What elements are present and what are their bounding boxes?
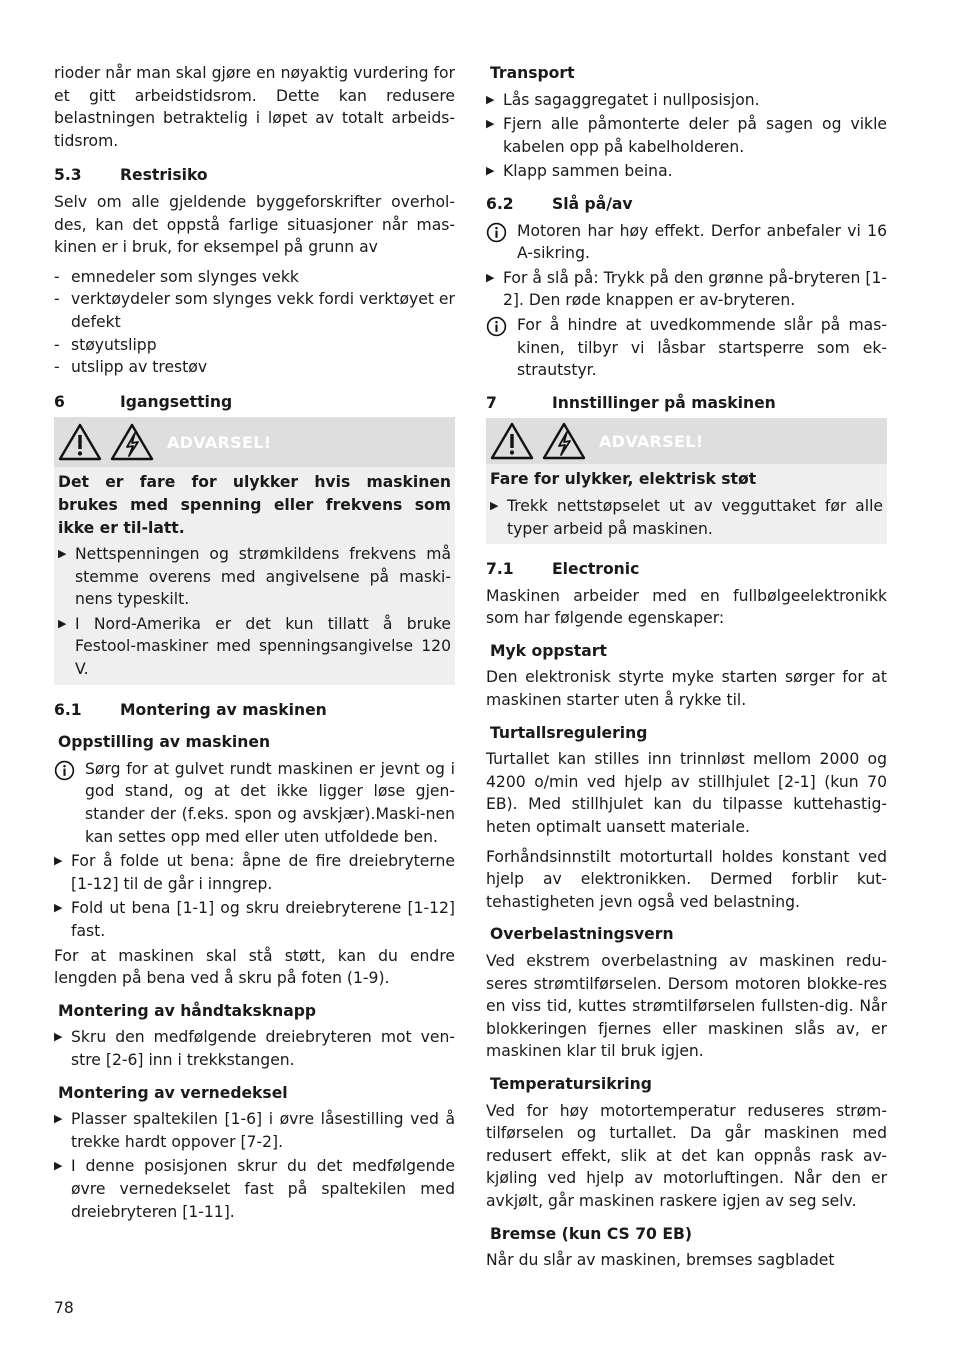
list-item: - støyutslipp [54,334,455,357]
instruction-step: ▶ For å folde ut bena: åpne de fire dreiebryterne [1-12] til de går i inngrep. [54,850,455,895]
warning-header [54,417,455,467]
subheading-oppstilling: Oppstilling av maskinen [58,733,271,752]
electric-hazard-icon [542,421,586,461]
instruction-step: ▶ Lås sagaggregatet i nullposisjon. [486,89,887,112]
arrow-right-icon: ▶ [58,616,67,630]
info-icon [54,758,85,848]
paragraph: Turtallet kan stilles inn trinnløst mellom 2000 og 4200 o/min ved hjelp av stillhjulet [2-1] (kun 70 EB). Med stillhjulet kan du tilpasse kuttehastig-heten optimalt uansett materiale. [486,750,887,837]
instruction-step: ▶ Plasser spaltekilen [1-6] i øvre låsestilling ved å trekke hardt oppover [7-2]. [54,1108,455,1153]
subheading-turtallsregulering: Turtallsregulering [490,723,648,742]
info-note: Motoren har høy effekt. Derfor anbefaler vi 16 A-sikring. [486,220,887,265]
warning-lead: Fare for ulykker, elektrisk støt [490,470,757,489]
info-icon [486,220,517,265]
instruction-step: ▶ Fold ut bena [1-1] og skru dreiebryterene [1-12] fast. [54,897,455,942]
section-heading-7: 7 Innstillinger på maskinen [486,393,776,412]
info-note: For å hindre at uvedkommende slår på mas-kinen, tilbyr vi låsbar startsperre som ek-strautstyr. [486,314,887,382]
subheading-vernedeksel: Montering av vernedeksel [58,1083,288,1102]
warning-label: ADVARSEL! [167,432,272,452]
paragraph: Den elektronisk styrte myke starten sørger for at maskinen starter uten å rykke til. [486,668,887,710]
info-icon [486,314,517,382]
warning-body [54,467,455,684]
arrow-right-icon: ▶ [54,1030,63,1044]
arrow-right-icon: ▶ [486,92,495,106]
warning-label: ADVARSEL! [599,431,704,451]
instruction-step: ▶ Fjern alle påmonterte deler på sagen og vikle kabelen opp på kabelholderen. [486,113,887,158]
instruction-step: ▶ I denne posisjonen skrur du det medfølgende øvre vernedekselet fast på spaltekilen med dreiebryteren [1-11]. [54,1155,455,1223]
warning-lead: Det er fare for ulykker hvis maskinen brukes med spenning eller frekvens som ikke er til-latt. [58,473,451,537]
instruction-step: ▶ Skru den medfølgende dreiebryteren mot ven-stre [2-6] inn i trekkstangen. [54,1026,455,1071]
instruction-step: ▶ Klapp sammen beina. [486,160,887,183]
section-heading-5-3: 5.3 Restrisiko [54,166,208,185]
paragraph: Ved ekstrem overbelastning av maskinen redu-seres strømtilførselen. Dersom motoren blokke-res en viss tid, kuttes strømtilførselen fullsten-dig. Når blokkeringen fjernes eller maskinen slås av, er maskinen klar til bruk igjen. [486,952,887,1061]
subheading-myk-oppstart: Myk oppstart [490,641,607,660]
paragraph: Når du slår av maskinen, bremses sagbladet [486,1251,835,1270]
instruction-step: ▶ I Nord-Amerika er det kun tillatt å bruke Festool-maskiner med spenningsangivelse 120 V. [58,613,451,681]
subheading-overbelastningsvern: Overbelastningsvern [490,925,674,944]
section-heading-6: 6 Igangsetting [54,392,233,411]
subheading-temperatursikring: Temperatursikring [490,1074,652,1093]
arrow-right-icon: ▶ [490,498,499,512]
instruction-step: ▶ For å slå på: Trykk på den grønne på-bryteren [1-2]. Den røde knappen er av-bryteren. [486,267,887,312]
restrisiko-text: Selv om alle gjeldende byggeforskrifter overhol-des, kan det oppstå farlige situasjoner når mas-kinen er i bruk, for eksempel på grunn av [54,192,455,257]
warning-box [486,418,887,544]
paragraph: Ved for høy motortemperatur reduseres strøm-tilførselen og turtallet. Da går maskinen med redusert effekt, slik at det kan oppnås rask av-kjøling ved hjelp av motorluftingen. Når den er avkjølt, går maskinen raskere igjen av seg selv. [486,1101,887,1210]
left-column [54,62,455,1225]
paragraph: Maskinen arbeider med en fullbølgeelektronikk som har følgende egenskaper: [486,586,887,628]
arrow-right-icon: ▶ [54,854,63,868]
restrisiko-list [54,266,455,379]
arrow-right-icon: ▶ [54,901,63,915]
electric-hazard-icon [110,422,154,462]
warning-triangle-icon [490,421,534,461]
list-item: - verktøydeler som slynges vekk fordi verktøyet er defekt [54,288,455,333]
page-number: 78 [54,1299,74,1317]
list-item: - emnedeler som slynges vekk [54,266,455,289]
info-note: Sørg for at gulvet rundt maskinen er jevnt og i god stand, og at det ikke ligger løse gjen-stander der (f.eks. spon og avskjær).Maski-nen kan settes opp med eller uten utfoldede ben. [54,758,455,848]
instruction-step: ▶ Trekk nettstøpselet ut av vegguttaket før alle typer arbeid på maskinen. [490,495,883,540]
section-heading-7-1: 7.1 Electronic [486,560,640,579]
section-heading-6-1: 6.1 Montering av maskinen [54,700,327,719]
warning-triangle-icon [58,422,102,462]
instruction-step: ▶ Nettspenningen og strømkildens frekvens må stemme overens med angivelsene på maski-nens typeskilt. [58,543,451,611]
subheading-bremse: Bremse (kun CS 70 EB) [490,1224,693,1243]
list-item: - utslipp av trestøv [54,356,455,379]
arrow-right-icon: ▶ [54,1159,63,1173]
paragraph: Forhåndsinnstilt motorturtall holdes konstant ved hjelp av elektronikken. Dermed forblir kut-tehastigheten jevn også ved belastning. [486,847,887,911]
section-heading-6-2: 6.2 Slå på/av [486,194,633,213]
arrow-right-icon: ▶ [54,1112,63,1126]
right-column [486,62,887,1279]
warning-box [54,417,455,684]
arrow-right-icon: ▶ [486,270,495,284]
warning-body [486,464,887,544]
paragraph: For at maskinen skal stå støtt, kan du endre lengden på bena ved å skru på foten (1-9). [54,946,455,988]
intro-paragraph: rioder når man skal gjøre en nøyaktig vurdering for et gitt arbeidstidsrom. Dette kan redusere belastningen betraktelig i løpet av totalt arbeids-tidsrom. [54,64,455,150]
warning-header [486,418,887,464]
arrow-right-icon: ▶ [58,547,67,561]
arrow-right-icon: ▶ [486,117,495,131]
subheading-transport: Transport [490,64,575,82]
subheading-handtaksknapp: Montering av håndtaksknapp [58,1001,317,1020]
arrow-right-icon: ▶ [486,164,495,178]
